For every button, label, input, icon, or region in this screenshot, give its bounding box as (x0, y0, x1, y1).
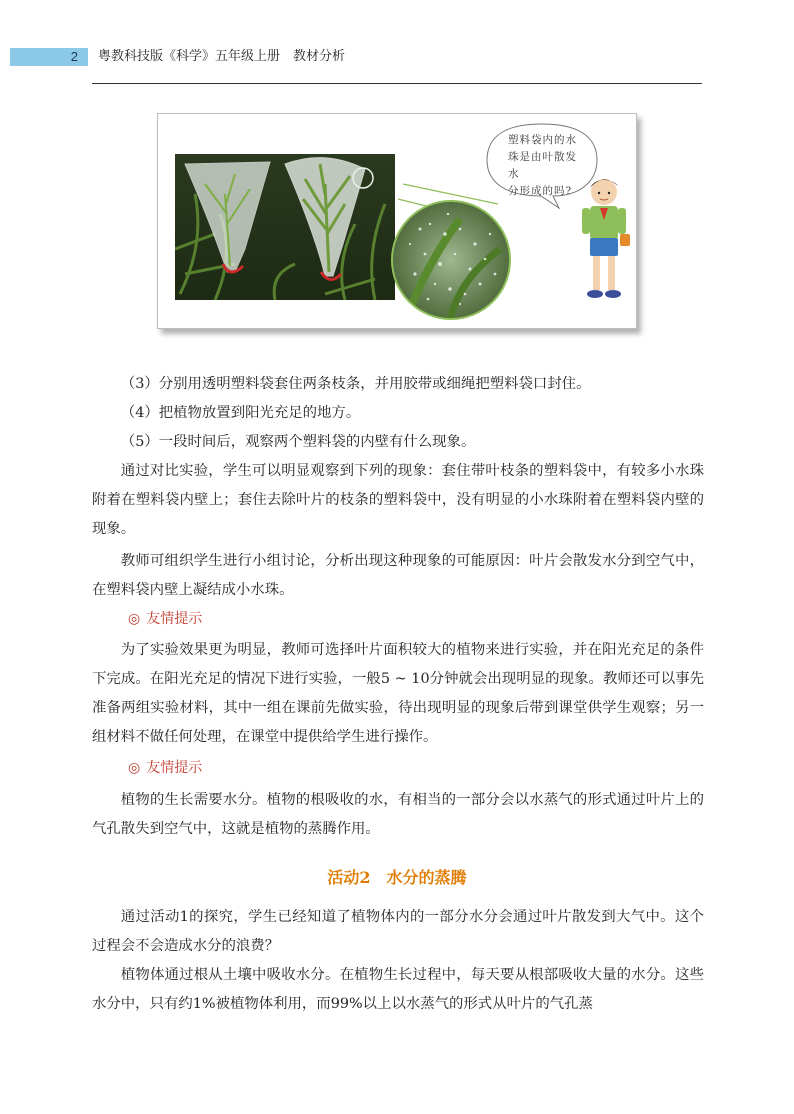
paragraph-tip-1: 为了实验效果更为明显，教师可选择叶片面积较大的植物来进行实验，并在阳光充足的条件下完成。在阳光充足的情况下进行实验，一般5 ~ 10分钟就会出现明显的现象。教师还可以事先准备两组实验材料，其中一组在课前先做实验，待出现明显的现象后带到课堂供学生观察；另一组材料不做任何处理，在课堂中提供给学生进行操作。 (92, 642, 704, 745)
running-header: 粤教科技版《科学》五年级上册 教材分析 (98, 49, 346, 64)
bagged-plants-photo (175, 154, 395, 300)
step-3: （3）分别用透明塑料袋套住两条枝条，并用胶带或细绳把塑料袋口封住。 (120, 376, 591, 392)
experiment-figure (157, 113, 637, 329)
step-5: （5）一段时间后，观察两个塑料袋的内壁有什么现象。 (120, 434, 476, 450)
paragraph-activity-2: 植物体通过根从土壤中吸收水分。在植物生长过程中，每天要从根部吸收大量的水分。这些水分中，只有约1%被植物体利用，而99%以上以水蒸气的形式从叶片的气孔蒸 (92, 967, 704, 1012)
page-number: 2 (10, 48, 88, 66)
tip-heading (128, 608, 202, 630)
paragraph-tip-2: 植物的生长需要水分。植物的根吸收的水，有相当的一部分会以水蒸气的形式通过叶片上的气孔散失到空气中，这就是植物的蒸腾作用。 (92, 792, 704, 837)
speech-text (508, 132, 582, 200)
tip-heading (128, 757, 202, 779)
tip-circle-icon: ◎ (128, 760, 141, 776)
speech-line: 塑料袋内的水 (508, 134, 577, 146)
speech-line: 珠是由叶散发水 (508, 151, 577, 180)
student-illustration (576, 172, 632, 312)
paragraph-discussion: 教师可组织学生进行小组讨论，分析出现这种现象的可能原因：叶片会散发水分到空气中，在塑料袋内壁上凝结成小水珠。 (92, 553, 704, 598)
tip-circle-icon: ◎ (128, 611, 141, 627)
paragraph-activity-1: 通过活动1的探究，学生已经知道了植物体内的一部分水分会通过叶片散发到大气中。这个过程会不会造成水分的浪费？ (92, 909, 704, 954)
step-4: （4）把植物放置到阳光充足的地方。 (120, 405, 361, 421)
activity-title: 活动2 水分的蒸腾 (327, 868, 467, 887)
water-droplets-closeup (390, 199, 512, 321)
tip-label: 友情提示 (146, 611, 203, 627)
header-divider (92, 83, 702, 84)
speech-line: 分形成的吗? (508, 185, 573, 197)
tip-label: 友情提示 (146, 760, 203, 776)
paragraph-comparison: 通过对比实验，学生可以明显观察到下列的现象：套住带叶枝条的塑料袋中，有较多小水珠附着在塑料袋内壁上；套住去除叶片的枝条的塑料袋中，没有明显的小水珠附着在塑料袋内壁的现象。 (92, 463, 704, 537)
